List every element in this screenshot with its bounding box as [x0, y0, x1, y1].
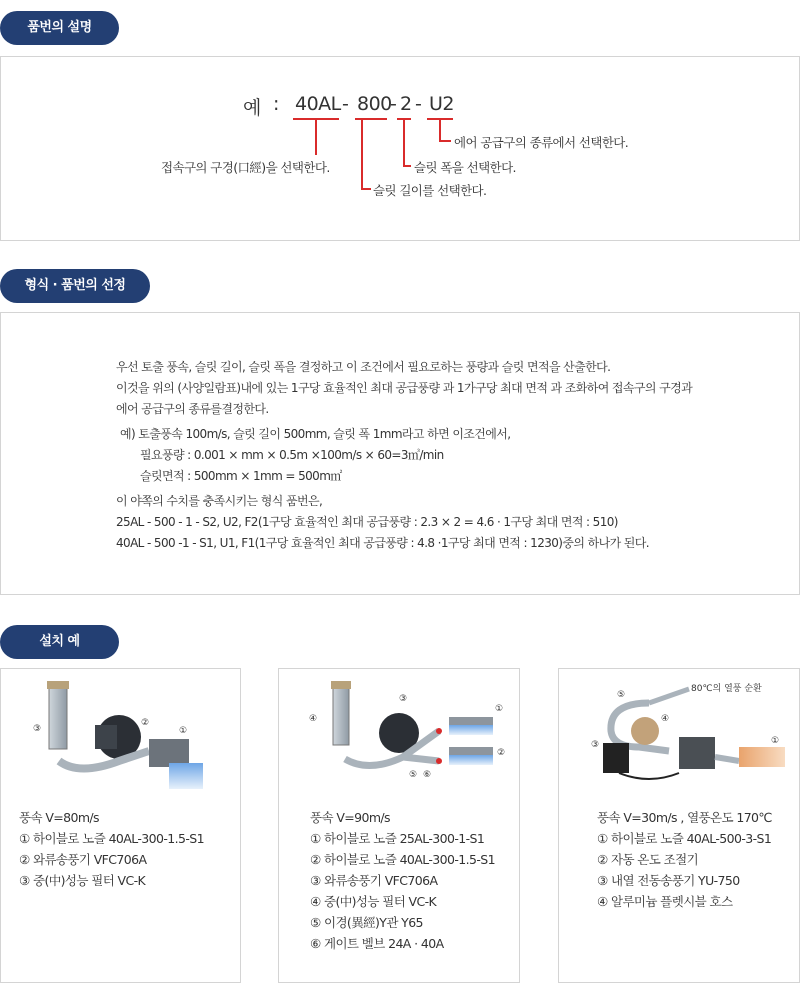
selection-line: 슬릿면적 : 500mm × 1mm = 500m㎡: [140, 469, 342, 483]
callout-size: [315, 119, 317, 155]
selection-line: 이것을 위의 (사양일람표)내에 있는 1구당 효율적인 최대 공급풍량 과 1가구당 최대 면적 과 조화하여 접속구의 구경과: [116, 381, 693, 395]
selection-line: 우선 토출 풍속, 슬릿 길이, 슬릿 폭을 결정하고 이 조건에서 필요로하는 풍량과 슬릿 면적을 산출한다.: [116, 360, 611, 374]
callout-width: [403, 119, 405, 166]
desc-blower: 에어 공급구의 종류에서 선택한다.: [454, 135, 629, 150]
label-5: ⑤: [617, 690, 626, 700]
desc-length: 슬릿 길이를 선택한다.: [373, 183, 487, 198]
install-card-1: [0, 668, 241, 983]
install-caption: ① 하이블로 노즐 40AL-300-1.5-S1: [19, 831, 204, 846]
label-4: ④: [661, 714, 670, 724]
underline-length: [355, 118, 387, 120]
install-caption: ① 하이블로 노즐 40AL-500-3-S1: [597, 831, 772, 846]
install-caption: ② 자동 온도 조절기: [597, 852, 699, 867]
desc-width: 슬릿 폭을 선택한다.: [414, 160, 516, 175]
code-dash: -: [342, 93, 349, 115]
install-caption: 풍속 V=90m/s: [310, 810, 390, 825]
desc-size: 접속구의 구경(口經)을 선택한다.: [161, 160, 330, 175]
code-dash: -: [415, 93, 422, 115]
install-caption: ⑥ 게이트 벨브 24A · 40A: [310, 936, 444, 951]
note-hot-air: 80℃의 열풍 순환: [691, 684, 762, 694]
label-6: ⑥: [423, 770, 432, 780]
install-caption: ③ 와류송풍기 VFC706A: [310, 873, 438, 888]
callout-length: [361, 119, 363, 189]
install-card-2: [278, 668, 520, 983]
section-title-selection: 형식 · 품번의 선정: [0, 269, 150, 303]
label-4: ④: [309, 714, 318, 724]
section-title-part-number: 품번의 설명: [0, 11, 119, 45]
install-caption: 풍속 V=30m/s , 열풍온도 170℃: [597, 810, 772, 825]
selection-line: 필요풍량 : 0.001 × mm × 0.5m ×100m/s × 60=3㎥/min: [140, 448, 444, 462]
install-caption: ④ 알루미늄 플렛시블 호스: [597, 894, 733, 909]
label-1: ①: [179, 726, 188, 736]
selection-line: 25AL - 500 - 1 - S2, U2, F2(1구당 효율적인 최대 공급풍량 : 2.3 × 2 = 4.6 · 1구당 최대 면적 : 510): [116, 515, 618, 529]
install-caption: ③ 내열 전동송풍기 YU-750: [597, 873, 740, 888]
install-illustration-1: [19, 681, 219, 791]
part-number-panel: [0, 56, 800, 241]
selection-panel: [0, 312, 800, 595]
selection-line: 이 야쪽의 수치를 충족시키는 형식 품번은,: [116, 494, 323, 508]
code-width: 2: [400, 93, 412, 115]
label-3: ③: [33, 724, 42, 734]
callout-blower: [439, 119, 441, 141]
label-1: ①: [771, 736, 780, 746]
install-caption: ④ 중(中)성능 필터 VC-K: [310, 894, 437, 909]
label-3: ③: [399, 694, 408, 704]
install-illustration-3: [589, 681, 789, 791]
install-illustration-2: [299, 681, 509, 791]
label-3: ③: [591, 740, 600, 750]
label-1: ①: [495, 704, 504, 714]
code-blower: U2: [429, 93, 454, 115]
example-prefix: 예: [243, 97, 261, 119]
callout-blower-h: [439, 140, 451, 142]
install-caption: ① 하이블로 노즐 25AL-300-1-S1: [310, 831, 485, 846]
label-5: ⑤: [409, 770, 418, 780]
callout-length-h: [361, 188, 371, 190]
install-caption: 풍속 V=80m/s: [19, 810, 99, 825]
code-dash: -: [390, 93, 397, 115]
label-2: ②: [497, 748, 506, 758]
section-title-installation: 설치 예: [0, 625, 119, 659]
install-card-3: [558, 668, 800, 983]
install-caption: ③ 중(中)성능 필터 VC-K: [19, 873, 146, 888]
selection-line: 40AL - 500 -1 - S1, U1, F1(1구당 효율적인 최대 공급풍량 : 4.8 ·1구당 최대 면적 : 1230)중의 하나가 된다.: [116, 536, 649, 550]
selection-line: 에어 공급구의 종류를결정한다.: [116, 402, 269, 416]
label-2: ②: [141, 718, 150, 728]
install-caption: ② 하이블로 노즐 40AL-300-1.5-S1: [310, 852, 495, 867]
install-caption: ⑤ 이경(異經)Y관 Y65: [310, 915, 423, 930]
install-caption: ② 와류송풍기 VFC706A: [19, 852, 147, 867]
callout-width-h: [403, 165, 411, 167]
example-colon: :: [273, 93, 279, 115]
code-length: 800: [357, 93, 392, 115]
selection-line: 예) 토출풍속 100m/s, 슬릿 길이 500mm, 슬릿 폭 1mm라고 하면 이조건에서,: [120, 427, 511, 441]
code-size: 40AL: [295, 93, 341, 115]
